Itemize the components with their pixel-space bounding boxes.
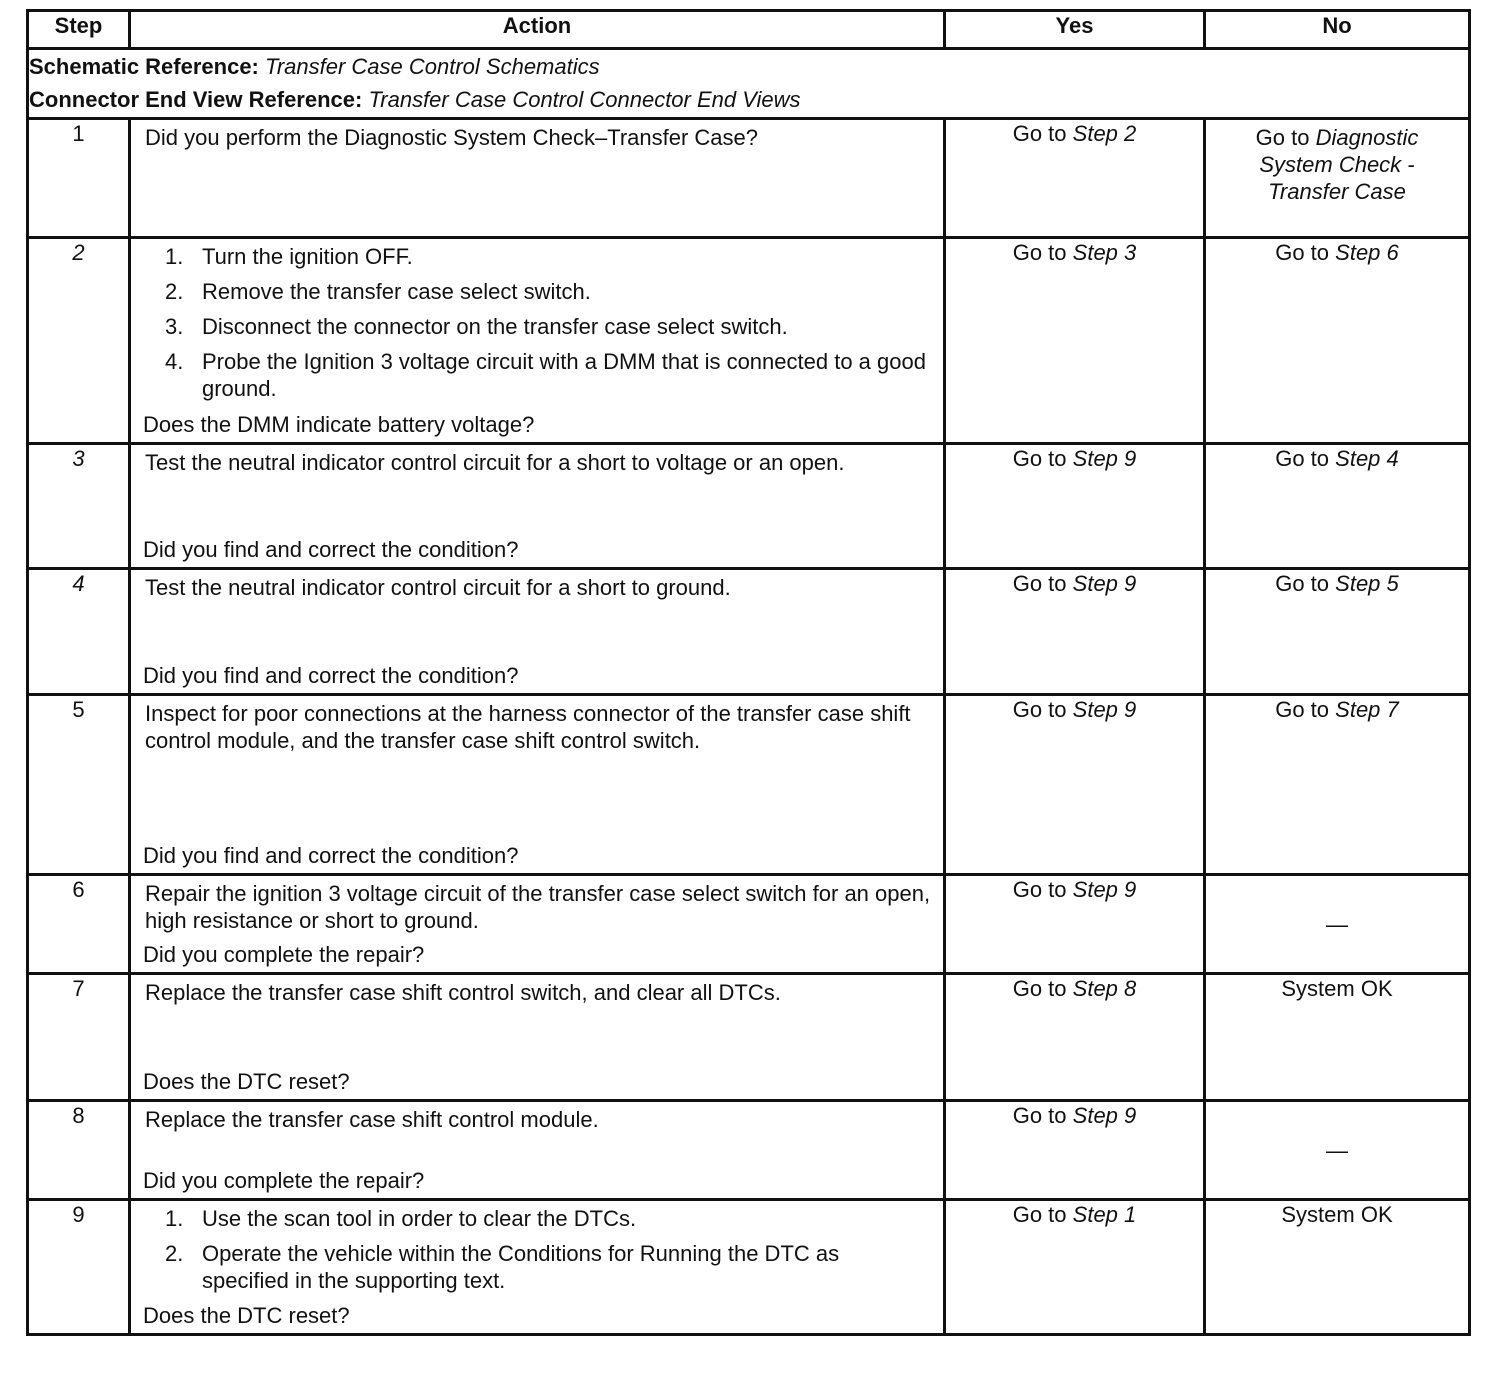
schematic-reference-label: Schematic Reference: (29, 54, 259, 79)
action-cell (130, 238, 945, 444)
no-cell (1205, 444, 1470, 569)
table-row (28, 974, 1470, 1101)
step-number: 2 (28, 238, 130, 444)
step-number: 8 (28, 1101, 130, 1200)
action-text: Did you perform the Diagnostic System Check–Transfer Case? (145, 125, 758, 150)
goto-prefix: Go to (1012, 121, 1067, 146)
schematic-reference-link[interactable]: Transfer Case Control Schematics (265, 54, 600, 79)
yes-cell (945, 1200, 1205, 1335)
action-list (143, 243, 931, 410)
step-number: 7 (28, 974, 130, 1101)
list-item: 2. Operate the vehicle within the Conditions for Running the DTC as specified in the supporting text. (165, 1241, 840, 1293)
no-cell (1205, 569, 1470, 695)
action-question: Does the DMM indicate battery voltage? (143, 412, 535, 437)
table-row (28, 444, 1470, 569)
action-question: Does the DTC reset? (143, 1303, 350, 1328)
action-question: Did you complete the repair? (143, 1168, 425, 1193)
action-cell (130, 1200, 945, 1335)
no-cell (1205, 1101, 1470, 1200)
list-item: 2. Remove the transfer case select switch. (165, 279, 591, 304)
no-step-link[interactable]: Step 7 (1335, 697, 1399, 722)
connector-reference (29, 83, 1468, 116)
list-item: 4. Probe the Ignition 3 voltage circuit with a DMM that is connected to a good ground. (165, 349, 926, 401)
yes-step-link[interactable]: Step 8 (1072, 976, 1137, 1001)
yes-cell (945, 119, 1205, 238)
goto-prefix: Go to (1012, 571, 1067, 596)
no-dash: — (1326, 911, 1348, 937)
reference-row (28, 49, 1470, 119)
no-link-line-1: Diagnostic (1315, 125, 1419, 150)
action-question: Did you find and correct the condition? (143, 663, 519, 688)
yes-step-link[interactable]: Step 3 (1072, 240, 1137, 265)
table-row (28, 875, 1470, 974)
no-step-link[interactable]: Step 5 (1335, 571, 1399, 596)
connector-reference-label: Connector End View Reference: (29, 87, 363, 112)
yes-step-link[interactable]: Step 2 (1072, 121, 1137, 146)
goto-prefix: Go to (1012, 1202, 1067, 1227)
yes-step-link[interactable]: Step 9 (1072, 877, 1137, 902)
yes-cell (945, 1101, 1205, 1200)
step-number: 5 (28, 695, 130, 875)
yes-cell (945, 695, 1205, 875)
no-cell (1205, 974, 1470, 1101)
no-step-link[interactable]: Step 4 (1335, 446, 1399, 471)
step-number: 9 (28, 1200, 130, 1335)
step-number: 3 (28, 444, 130, 569)
table-row (28, 119, 1470, 238)
header-action: Action (130, 11, 945, 49)
list-item: 1. Turn the ignition OFF. (165, 244, 413, 269)
no-cell (1205, 119, 1470, 238)
action-text: Test the neutral indicator control circuit for a short to voltage or an open. (145, 450, 845, 475)
table-row (28, 1200, 1470, 1335)
table-row (28, 1101, 1470, 1200)
goto-prefix: Go to (1012, 976, 1067, 1001)
schematic-reference (29, 50, 1468, 83)
action-cell (130, 119, 945, 238)
no-step-link[interactable]: Step 6 (1335, 240, 1399, 265)
no-link-line-2: System Check - (1259, 152, 1415, 177)
no-cell (1205, 1200, 1470, 1335)
goto-prefix: Go to (1275, 697, 1330, 722)
header-step: Step (28, 11, 130, 49)
action-text: Test the neutral indicator control circuit for a short to ground. (145, 575, 731, 600)
yes-step-link[interactable]: Step 9 (1072, 446, 1137, 471)
no-cell (1205, 695, 1470, 875)
no-dash: — (1326, 1137, 1348, 1163)
goto-prefix: Go to (1012, 240, 1067, 265)
yes-cell (945, 444, 1205, 569)
step-number: 4 (28, 569, 130, 695)
goto-prefix: Go to (1275, 446, 1330, 471)
action-question: Did you complete the repair? (143, 942, 425, 967)
yes-cell (945, 569, 1205, 695)
list-item: 3. Disconnect the connector on the transfer case select switch. (165, 314, 788, 339)
action-cell (130, 1101, 945, 1200)
no-link-line-3: Transfer Case (1268, 179, 1406, 204)
goto-prefix: Go to (1012, 697, 1067, 722)
no-goto-prefix: Go to (1255, 125, 1310, 150)
yes-cell (945, 974, 1205, 1101)
step-number: 6 (28, 875, 130, 974)
action-cell (130, 444, 945, 569)
diagnostic-table (26, 9, 1471, 1336)
action-list (143, 1205, 931, 1302)
yes-step-link[interactable]: Step 9 (1072, 697, 1137, 722)
yes-cell (945, 875, 1205, 974)
action-text: Replace the transfer case shift control module. (145, 1107, 599, 1132)
action-cell (130, 569, 945, 695)
yes-step-link[interactable]: Step 9 (1072, 571, 1137, 596)
step-number: 1 (28, 119, 130, 238)
header-yes: Yes (945, 11, 1205, 49)
table-row (28, 238, 1470, 444)
action-cell (130, 974, 945, 1101)
goto-prefix: Go to (1012, 446, 1067, 471)
no-status: System OK (1281, 1202, 1393, 1227)
list-item: 1. Use the scan tool in order to clear the DTCs. (165, 1206, 637, 1231)
no-diagnostic-link[interactable] (1206, 124, 1468, 205)
action-question: Did you find and correct the condition? (143, 537, 519, 562)
goto-prefix: Go to (1012, 877, 1067, 902)
yes-cell (945, 238, 1205, 444)
goto-prefix: Go to (1275, 571, 1330, 596)
action-cell (130, 695, 945, 875)
yes-step-link[interactable]: Step 1 (1072, 1202, 1137, 1227)
action-cell (130, 875, 945, 974)
action-question: Does the DTC reset? (143, 1069, 350, 1094)
no-cell (1205, 875, 1470, 974)
table-row (28, 695, 1470, 875)
yes-step-link[interactable]: Step 9 (1072, 1103, 1137, 1128)
action-text: Replace the transfer case shift control switch, and clear all DTCs. (145, 980, 781, 1005)
header-row (28, 11, 1470, 49)
goto-prefix: Go to (1275, 240, 1330, 265)
reference-cell (28, 49, 1470, 119)
action-question: Did you find and correct the condition? (143, 843, 519, 868)
table-row (28, 569, 1470, 695)
action-text: Inspect for poor connections at the harness connector of the transfer case shift control module, and the transfer case shift control switch. (145, 701, 911, 753)
connector-reference-link[interactable]: Transfer Case Control Connector End Views (368, 87, 801, 112)
no-status: System OK (1281, 976, 1393, 1001)
header-no: No (1205, 11, 1470, 49)
no-cell (1205, 238, 1470, 444)
goto-prefix: Go to (1012, 1103, 1067, 1128)
action-text: Repair the ignition 3 voltage circuit of the transfer case select switch for an open, high resistance or short to ground. (145, 881, 931, 933)
